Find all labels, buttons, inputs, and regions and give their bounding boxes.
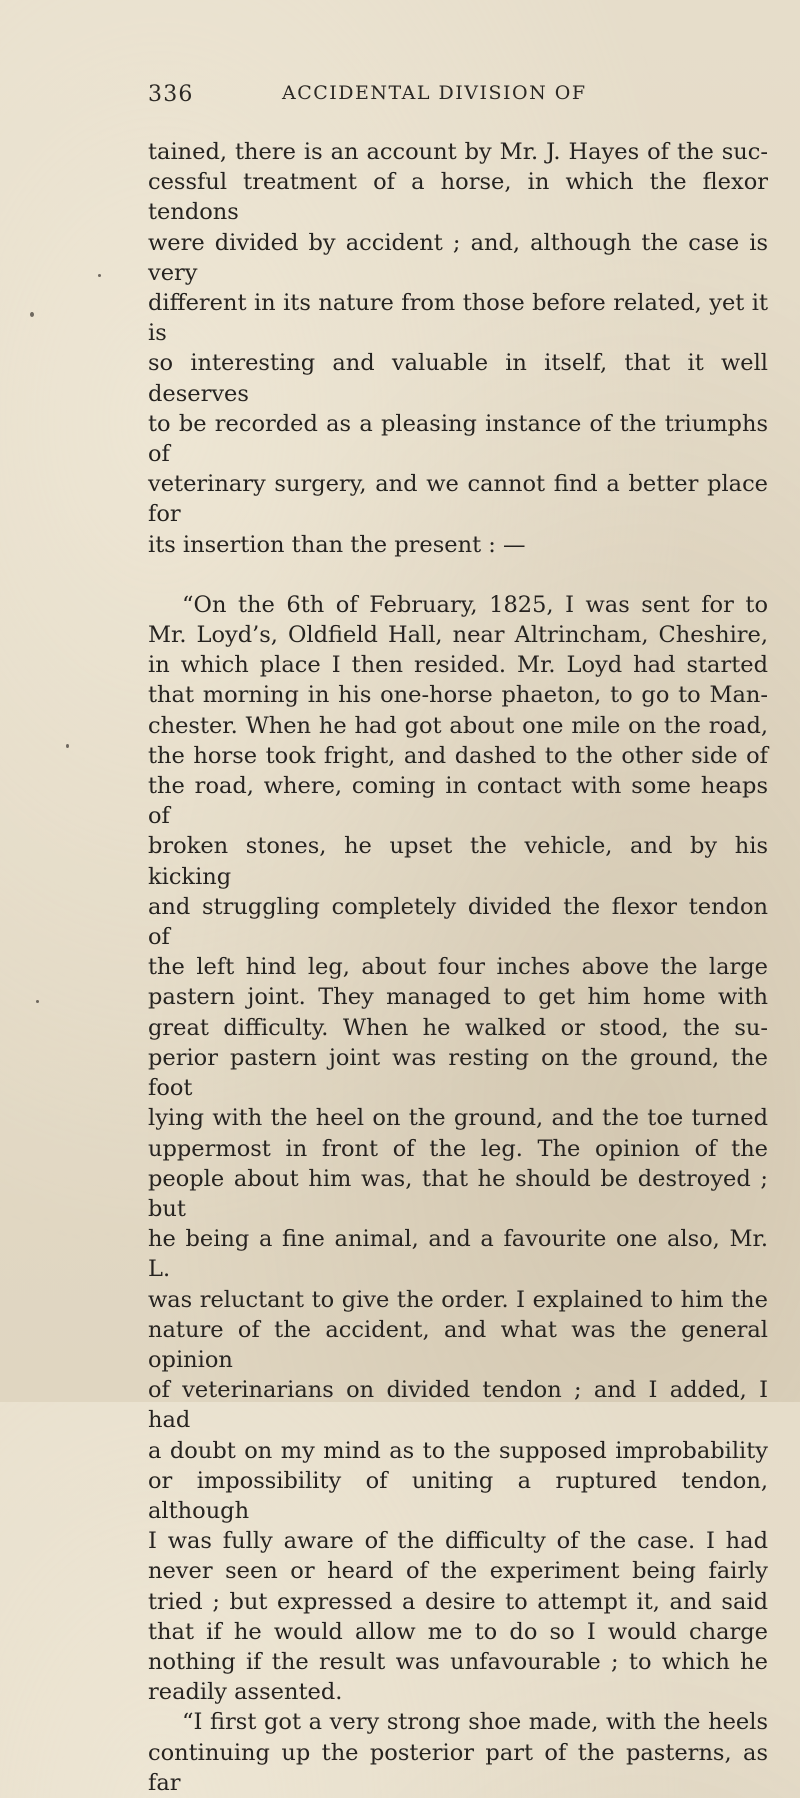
text-line: were divided by accident ; and, although the case is very	[148, 229, 768, 286]
text-line: pastern joint. They managed to get him home with	[148, 984, 768, 1011]
paper-speck	[66, 744, 69, 748]
text-line: “I first got a very strong shoe made, with the heels	[182, 1709, 768, 1736]
text-line: perior pastern joint was resting on the ground, the foot	[148, 1044, 768, 1102]
text-line: a doubt on my mind as to the supposed improbability	[148, 1437, 768, 1464]
text-line: nature of the accident, and what was the general opinion	[148, 1316, 768, 1373]
text-line: or impossibility of uniting a ruptured tendon, although	[148, 1467, 768, 1524]
text-line: nothing if the result was unfavourable ; to which he	[148, 1648, 768, 1675]
text-line: broken stones, he upset the vehicle, and by his kicking	[148, 833, 768, 890]
text-line: never seen or heard of the experiment being fairly	[148, 1558, 768, 1585]
running-title: ACCIDENTAL DIVISION OF	[282, 82, 587, 104]
paper-speck	[36, 1000, 39, 1003]
text-line: was reluctant to give the order. I explained to him the	[148, 1286, 768, 1313]
text-line: to be recorded as a pleasing instance of the triumphs of	[148, 410, 768, 468]
text-line: its insertion than the present : —	[148, 531, 526, 558]
text-line: that if he would allow me to do so I would charge	[148, 1618, 768, 1645]
text-line: so interesting and valuable in itself, that it well deserves	[148, 350, 768, 407]
paper-speck	[30, 312, 34, 317]
text-line: different in its nature from those before related, yet it is	[148, 290, 768, 347]
paragraph-gap	[148, 560, 768, 590]
text-line: cessful treatment of a horse, in which the flexor tendons	[148, 169, 768, 226]
text-line: veterinary surgery, and we cannot find a better place for	[148, 471, 768, 528]
text-line: tried ; but expressed a desire to attempt it, and said	[148, 1588, 768, 1615]
text-line: “On the 6th of February, 1825, I was sent for to	[182, 591, 768, 618]
text-line: of veterinarians on divided tendon ; and I added, I had	[148, 1377, 768, 1434]
text-line: Mr. Loyd’s, Oldfield Hall, near Altrincham, Cheshire,	[148, 622, 768, 649]
text-line: the horse took fright, and dashed to the other side of	[148, 742, 768, 769]
running-head	[148, 82, 768, 116]
text-line: the road, where, coming in contact with some heaps of	[148, 773, 768, 830]
text-line: and struggling completely divided the flexor tendon of	[148, 893, 768, 951]
text-line: that morning in his one-horse phaeton, to go to Man-	[148, 682, 768, 709]
text-line: chester. When he had got about one mile on the road,	[148, 712, 768, 739]
text-line: great difficulty. When he walked or stood, the su-	[148, 1014, 768, 1041]
text-line: readily assented.	[148, 1679, 343, 1706]
text-line: the left hind leg, about four inches above the large	[148, 954, 768, 981]
text-line: tained, there is an account by Mr. J. Hayes of the suc-	[148, 139, 768, 165]
paper-speck	[98, 274, 101, 277]
text-line: continuing up the posterior part of the pasterns, as far	[148, 1739, 768, 1796]
page-number: 336	[148, 82, 194, 107]
text-line: uppermost in front of the leg. The opinion of the	[148, 1135, 768, 1162]
text-line: he being a fine animal, and a favourite one also, Mr. L.	[148, 1226, 768, 1283]
body-text	[148, 137, 768, 1798]
text-line: in which place I then resided. Mr. Loyd had started	[148, 652, 768, 679]
text-line: people about him was, that he should be destroyed ; but	[148, 1165, 768, 1222]
text-line: lying with the heel on the ground, and the toe turned	[148, 1105, 768, 1132]
text-line: I was fully aware of the difficulty of the case. I had	[148, 1528, 768, 1555]
